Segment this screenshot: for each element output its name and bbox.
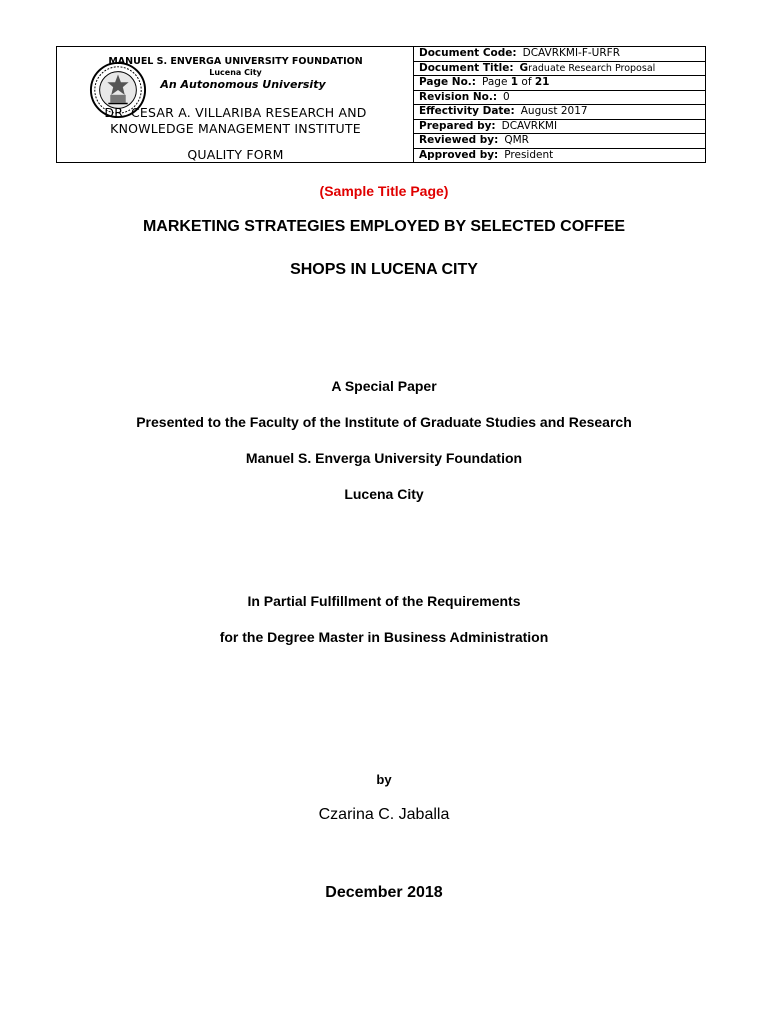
university-tagline: An Autonomous University: [160, 78, 326, 91]
paper-type: A Special Paper: [331, 378, 437, 394]
document-header-table: [56, 46, 706, 163]
meta-document-title: [414, 62, 705, 77]
document-meta-block: [414, 47, 705, 162]
meta-page-of: of: [518, 76, 535, 89]
meta-document-code: [414, 47, 705, 62]
partial-fulfillment-line: In Partial Fulfillment of the Requirements: [247, 593, 521, 609]
by-label: by: [376, 772, 392, 787]
meta-prepared-by: [414, 120, 705, 135]
meta-label: Document Code:: [419, 47, 517, 60]
meta-label: Reviewed by:: [419, 134, 499, 147]
submission-date: December 2018: [325, 884, 443, 901]
meta-page-total: 21: [534, 76, 550, 89]
paper-title-line-2: SHOPS IN LUCENA CITY: [290, 261, 478, 278]
meta-value: QMR: [504, 134, 529, 147]
meta-label: Effectivity Date:: [419, 105, 515, 118]
meta-value: 0: [503, 90, 510, 103]
degree-line: for the Degree Master in Business Administration: [219, 629, 549, 645]
meta-page-current: 1: [510, 76, 519, 89]
paper-title-line-1: MARKETING STRATEGIES EMPLOYED BY SELECTED COFFEE: [142, 218, 626, 235]
meta-value-initial: G: [519, 61, 529, 74]
city-line: Lucena City: [344, 486, 424, 502]
meta-page-no: [414, 76, 705, 91]
university-city: Lucena City: [209, 68, 262, 77]
quality-form-label: QUALITY FORM: [187, 147, 284, 162]
sample-title-page-note: (Sample Title Page): [319, 183, 449, 199]
meta-label: Revision No.:: [419, 90, 498, 103]
university-line: Manuel S. Enverga University Foundation: [245, 450, 523, 466]
meta-effectivity-date: [414, 105, 705, 120]
meta-value: DCAVRKMI-F-URFR: [522, 47, 620, 60]
meta-value: raduate Research Proposal: [528, 62, 656, 74]
meta-label: Document Title:: [419, 61, 514, 74]
author-name: Czarina C. Jaballa: [318, 806, 450, 823]
meta-value: President: [504, 148, 554, 161]
meta-value: August 2017: [520, 105, 588, 118]
meta-approved-by: [414, 149, 705, 163]
meta-label: Page No.:: [419, 76, 476, 89]
meta-page-prefix: Page: [481, 76, 511, 89]
meta-reviewed-by: [414, 134, 705, 149]
university-name: MANUEL S. ENVERGA UNIVERSITY FOUNDATION: [108, 56, 363, 67]
meta-label: Prepared by:: [419, 119, 496, 132]
meta-revision-no: [414, 91, 705, 106]
header-institution-block: [57, 47, 414, 162]
institute-name-line-2: KNOWLEDGE MANAGEMENT INSTITUTE: [110, 121, 361, 136]
institute-name-line-1: DR. CESAR A. VILLARIBA RESEARCH AND: [104, 105, 367, 120]
meta-value: DCAVRKMI: [501, 119, 558, 132]
meta-label: Approved by:: [419, 148, 499, 161]
presented-to: Presented to the Faculty of the Institute of Graduate Studies and Research: [136, 414, 632, 430]
